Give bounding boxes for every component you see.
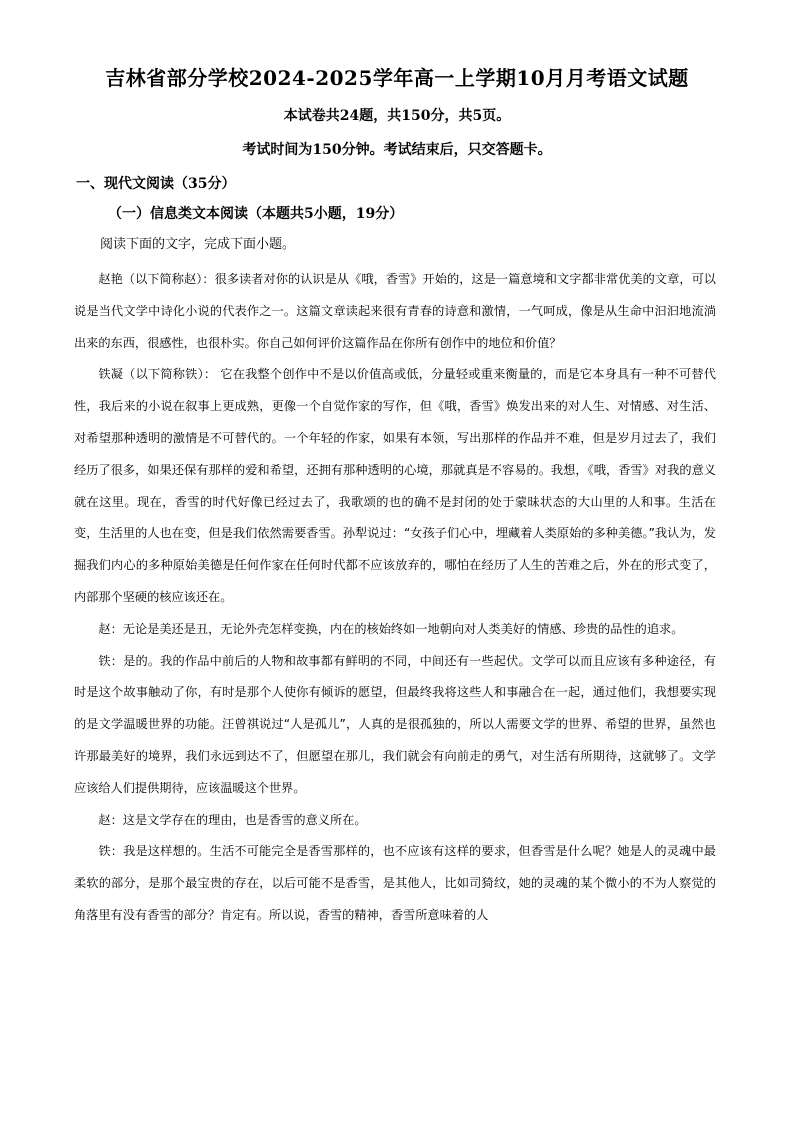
subsection-heading: （一）信息类文本阅读（本题共5小题，19分） [108,206,404,222]
exam-title: 吉林省部分学校2024-2025学年高一上学期10月月考语文试题 [105,66,689,90]
passage-paragraph-3: 赵：无论是美还是丑，无论外壳怎样变换，内在的核始终如一地朝向对人类美好的情感、珍贵的品性的追求。 [98,621,684,636]
passage-paragraph-2: 铁凝（以下简称铁）： 它在我整个创作中不是以价值高或低，分量轻或重来衡量的，而是它本身具有一种不可替代性，我后来的小说在叙事上更成熟，更像一个自觉作家的写作，但《哦，香雪》焕发出来的对人生、对情感、对生活、对希望那种透明的激情是不可替代的。一个年轻的作家，如果有本领，写出那样的作品并不难，但是岁月过去了，我们经历了很多，如果还保有那样的爱和希望，还拥有那种透明的心境，那就真是不容易的。我想，《哦，香雪》对我的意义就在这里。现在，香雪的时代好像已经过去了，我歌颂的也的确不是封闭的处于蒙昧状态的大山里的人和事。生活在变，生活里的人也在变，但是我们依然需要香雪。孙犁说过：“女孩子们心中，埋藏着人类原始的多种美德。”我认为，发掘我们内心的多种原始美德是任何作家在任何时代都不应该放弃的，哪怕在经历了人生的苦难之后，外在的形式变了，内部那个坚硬的核应该还在。 [74,367,716,604]
exam-info-line-1: 本试卷共24题，共150分，共5页。 [283,108,511,124]
section-heading: 一、现代文阅读（35分） [76,176,236,192]
passage-paragraph-5: 赵：这是文学存在的理由，也是香雪的意义所在。 [98,812,367,827]
passage-paragraph-6: 铁：我是这样想的。生活不可能完全是香雪那样的，也不应该有这样的要求，但香雪是什么呢？她是人的灵魂中最柔软的部分，是那个最宝贵的存在，以后可能不是香雪，是其他人，比如司猗纹，她的灵魂的某个微小的不为人察觉的角落里有没有香雪的部分？肯定有。所以说，香雪的精神，香雪所意味着的人 [74,844,716,922]
reading-instruction: 阅读下面的文字，完成下面小题。 [100,237,296,252]
passage-paragraph-4: 铁：是的。我的作品中前后的人物和故事都有鲜明的不同，中间还有一些起伏。文学可以而且应该有多种途径，有时是这个故事触动了你，有时是那个人使你有倾诉的愿望，但最终我将这些人和事融合在一起，通过他们，我想要实现的是文学温暖世界的功能。汪曾祺说过“人是孤儿”，人真的是很孤独的，所以人需要文学的世界、希望的世界，虽然也许那最美好的境界，我们永远到达不了，但愿望在那儿，我们就会有向前走的勇气，对生活有所期待，这就够了。文学应该给人们提供期待，应该温暖这个世界。 [74,653,716,795]
exam-info-line-2: 考试时间为150分钟。考试结束后，只交答题卡。 [242,142,552,158]
passage-paragraph-1: 赵艳（以下简称赵）：很多读者对你的认识是从《哦，香雪》开始的，这是一篇意境和文字都非常优美的文章，可以说是当代文学中诗化小说的代表作之一。这篇文章读起来很有青春的诗意和激情，一气呵成，像是从生命中汩汩地流淌出来的东西，很感性，也很朴实。你自己如何评价这篇作品在你所有创作中的地位和价值？ [74,272,716,350]
reading-passage [74,264,716,932]
